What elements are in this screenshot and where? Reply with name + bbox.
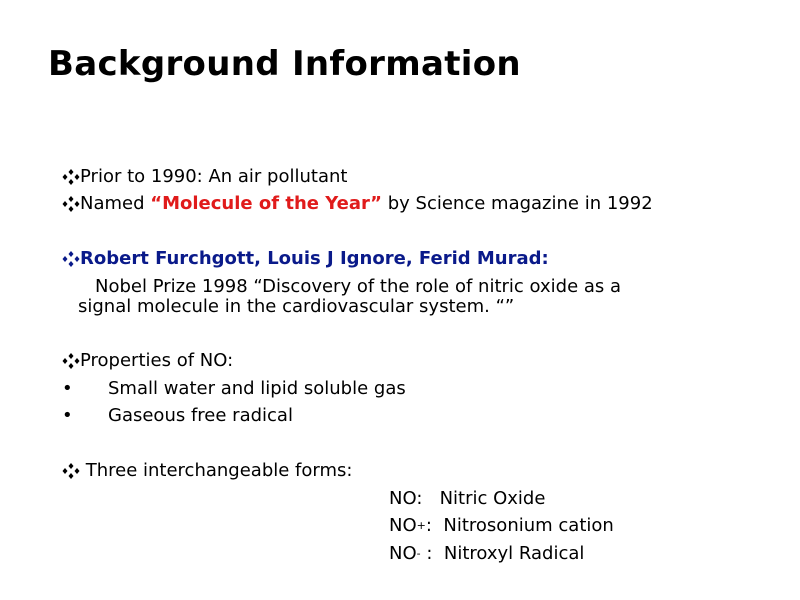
property-item <box>62 405 293 427</box>
form-symbol: NO: <box>389 488 423 509</box>
form-name: Nitric Oxide <box>439 488 546 509</box>
diamond-bullet-icon <box>62 251 80 267</box>
diamond-bullet-icon <box>62 463 80 479</box>
diamond-bullet-icon <box>62 196 80 212</box>
form-colon: : <box>425 515 432 536</box>
form-symbol: NO <box>389 515 417 536</box>
form-nitrosonium <box>389 515 614 536</box>
dot-bullet-icon: • <box>62 405 73 426</box>
bullet-text: Properties of NO: <box>80 350 234 371</box>
form-colon: : <box>420 543 433 564</box>
property-text: Gaseous free radical <box>108 405 293 426</box>
form-name: Nitrosonium cation <box>443 515 614 536</box>
laureates-names: Robert Furchgott, Louis J Ignore, Ferid Murad: <box>80 248 549 269</box>
form-nitroxyl <box>389 543 584 564</box>
bullet-text: Prior to 1990: An air pollutant <box>80 166 348 187</box>
form-nitric-oxide <box>389 488 545 509</box>
diamond-bullet-icon <box>62 169 80 185</box>
bullet-text-post: by Science magazine in 1992 <box>382 193 653 214</box>
charge-minus: - <box>416 547 421 560</box>
form-symbol: NO <box>389 543 417 564</box>
bullet-prior-1990 <box>62 166 347 188</box>
bullet-text: Three interchangeable forms: <box>80 460 353 481</box>
nobel-prize-line-2: signal molecule in the cardiovascular system. “” <box>78 296 515 317</box>
nobel-prize-line-1: Nobel Prize 1998 “Discovery of the role of nitric oxide as a <box>95 276 622 297</box>
bullet-text-pre: Named <box>80 193 151 214</box>
bullet-forms <box>62 460 352 482</box>
dot-bullet-icon: • <box>62 378 73 399</box>
bullet-properties <box>62 350 233 372</box>
form-name: Nitroxyl Radical <box>443 543 585 564</box>
charge-plus: + <box>416 519 426 532</box>
diamond-bullet-icon <box>62 353 80 369</box>
property-text: Small water and lipid soluble gas <box>108 378 406 399</box>
page-title: Background Information <box>48 44 521 84</box>
property-item <box>62 378 406 400</box>
molecule-of-year-emphasis: “Molecule of the Year” <box>150 193 383 214</box>
bullet-nobel-laureates <box>62 248 549 270</box>
bullet-molecule-of-year <box>62 193 653 215</box>
